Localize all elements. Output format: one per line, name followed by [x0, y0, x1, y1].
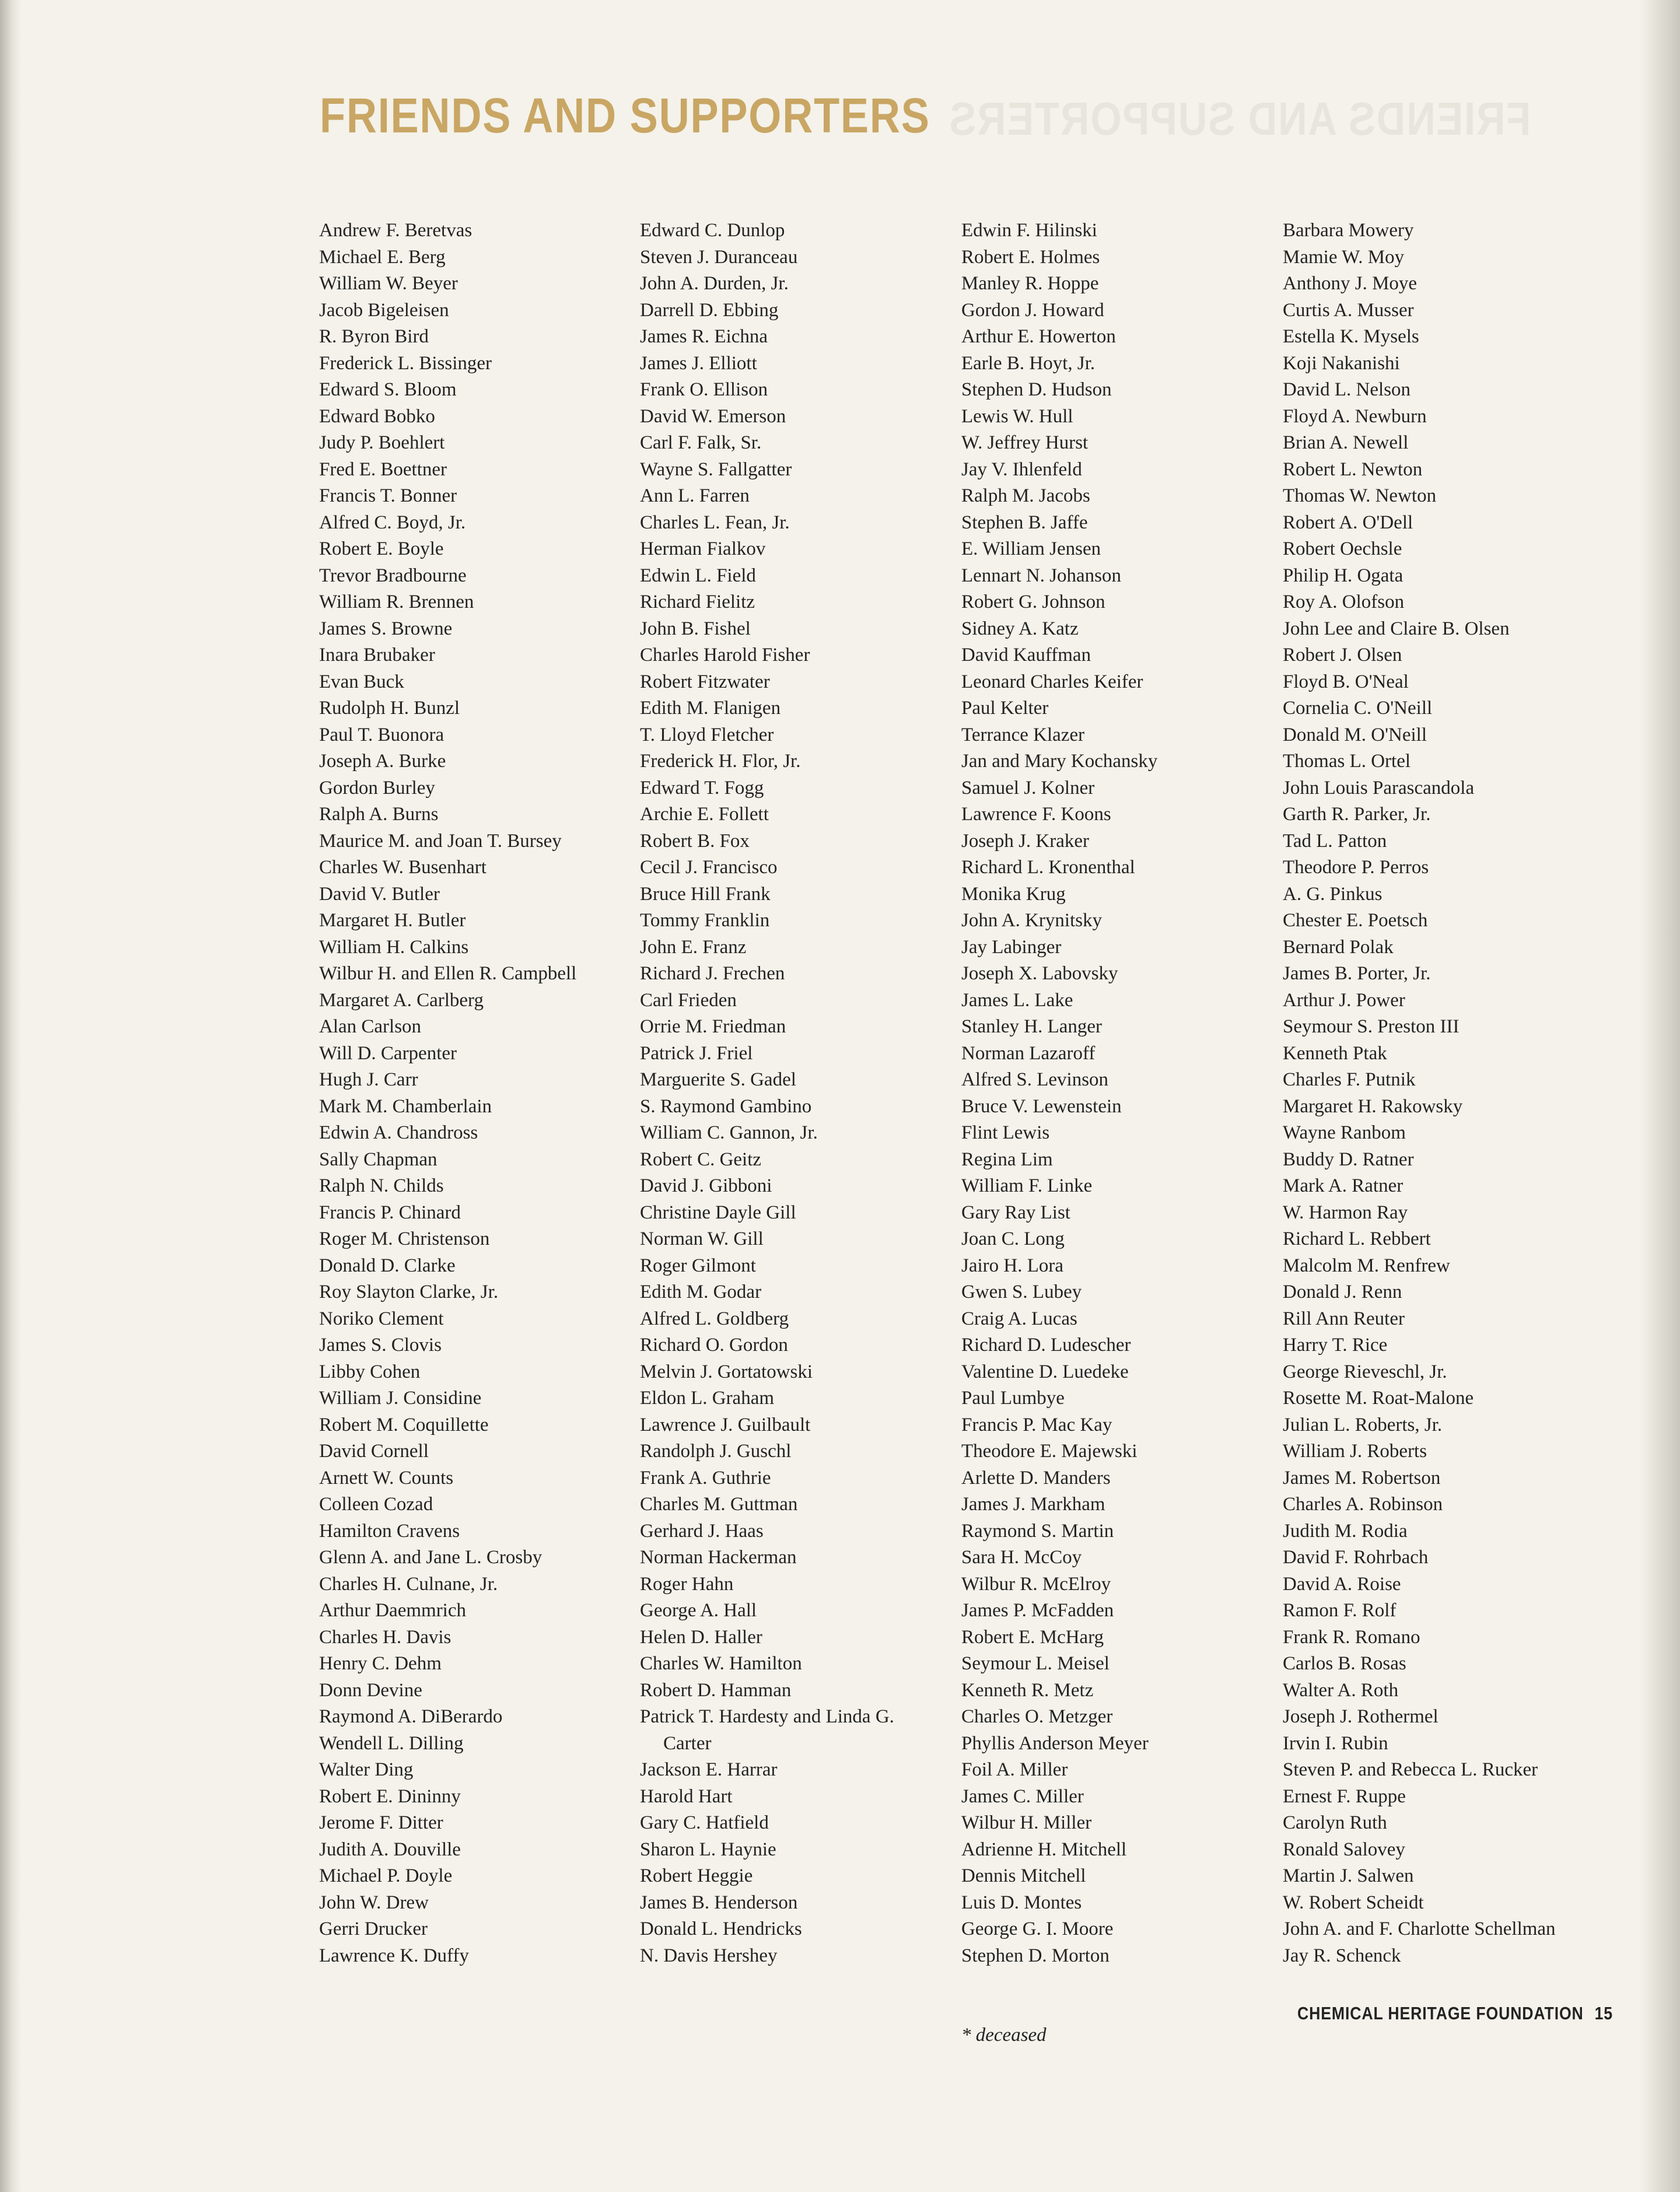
name-entry: Theodore P. Perros	[1283, 857, 1429, 878]
page-title: FRIENDS AND SUPPORTERS	[320, 88, 930, 143]
name-entry: Jay R. Schenck	[1283, 1945, 1401, 1966]
name-entry: Valentine D. Luedeke	[961, 1361, 1129, 1382]
names-column-4	[1283, 218, 1556, 1969]
name-entry: John Lee and Claire B. Olsen	[1283, 618, 1510, 639]
name-entry: Ann L. Farren	[640, 485, 750, 506]
name-entry: David W. Emerson	[640, 405, 786, 427]
name-entry: Robert D. Hamman	[640, 1679, 792, 1701]
name-entry: Hamilton Cravens	[319, 1520, 460, 1542]
name-entry: Martin J. Salwen	[1283, 1865, 1414, 1886]
name-entry: Jackson E. Harrar	[640, 1759, 778, 1780]
name-entry: William W. Beyer	[319, 273, 458, 294]
name-entry: Edwin L. Field	[640, 565, 756, 586]
name-entry: Stephen D. Hudson	[961, 379, 1112, 400]
name-entry: Roger M. Christenson	[319, 1228, 490, 1249]
name-entry: Rudolph H. Bunzl	[319, 698, 460, 719]
name-entry: William C. Gannon, Jr.	[640, 1122, 818, 1143]
name-entry: Terrance Klazer	[961, 724, 1085, 745]
name-entry: Wendell L. Dilling	[319, 1732, 464, 1754]
name-entry: Maurice M. and Joan T. Bursey	[319, 830, 562, 852]
name-entry: Judy P. Boehlert	[319, 432, 445, 453]
name-entry: James S. Browne	[319, 618, 453, 639]
name-entry: James J. Markham	[961, 1494, 1105, 1515]
name-entry: Margaret H. Rakowsky	[1283, 1095, 1463, 1117]
name-entry: George G. I. Moore	[961, 1918, 1114, 1939]
name-entry: Foil A. Miller	[961, 1759, 1068, 1780]
name-entry: Sidney A. Katz	[961, 618, 1079, 639]
name-entry: Arthur E. Howerton	[961, 326, 1116, 347]
name-entry: Robert E. Dininny	[319, 1785, 461, 1807]
name-entry: Seymour L. Meisel	[961, 1653, 1110, 1674]
name-entry: Carolyn Ruth	[1283, 1812, 1387, 1833]
name-entry: Norman W. Gill	[640, 1228, 764, 1249]
name-entry: Stephen B. Jaffe	[961, 512, 1088, 533]
name-entry: Lawrence J. Guilbault	[640, 1414, 811, 1435]
name-entry: Mark A. Ratner	[1283, 1175, 1404, 1196]
name-entry: Earle B. Hoyt, Jr.	[961, 352, 1096, 374]
name-entry: Gerri Drucker	[319, 1918, 428, 1939]
name-entry: Kenneth Ptak	[1283, 1042, 1387, 1064]
name-entry: Roger Gilmont	[640, 1255, 756, 1276]
name-entry: Wilbur H. Miller	[961, 1812, 1092, 1833]
name-entry: Evan Buck	[319, 671, 404, 692]
name-entry: Rosette M. Roat-Malone	[1283, 1388, 1474, 1409]
name-entry: Buddy D. Ratner	[1283, 1148, 1414, 1170]
name-entry: Donald L. Hendricks	[640, 1918, 802, 1939]
name-entry: Steven P. and Rebecca L. Rucker	[1283, 1759, 1538, 1780]
name-entry: David J. Gibboni	[640, 1175, 772, 1196]
name-entry: Edward Bobko	[319, 405, 435, 427]
name-entry: Donald J. Renn	[1283, 1281, 1402, 1302]
name-entry: Gary Ray List	[961, 1202, 1070, 1223]
name-entry: Edith M. Flanigen	[640, 698, 781, 719]
name-entry: Michael E. Berg	[319, 246, 446, 268]
name-entry: Alfred C. Boyd, Jr.	[319, 512, 466, 533]
name-entry: Bernard Polak	[1283, 936, 1394, 958]
name-entry: Michael P. Doyle	[319, 1865, 453, 1886]
name-entry: Edwin F. Hilinski	[961, 220, 1097, 241]
name-entry: Cecil J. Francisco	[640, 857, 778, 878]
name-entry: Joseph J. Rothermel	[1283, 1706, 1438, 1727]
name-entry: Cornelia C. O'Neill	[1283, 698, 1433, 719]
name-entry: Seymour S. Preston III	[1283, 1016, 1460, 1037]
name-entry: Arlette D. Manders	[961, 1467, 1111, 1489]
names-column-3	[961, 218, 1157, 1969]
name-entry: John B. Fishel	[640, 618, 751, 639]
name-entry: W. Jeffrey Hurst	[961, 432, 1088, 453]
name-entry: Arthur Daemmrich	[319, 1600, 466, 1621]
name-entry: S. Raymond Gambino	[640, 1095, 812, 1117]
name-entry: Donald D. Clarke	[319, 1255, 456, 1276]
name-entry: Curtis A. Musser	[1283, 299, 1414, 321]
name-entry: John W. Drew	[319, 1892, 429, 1913]
name-entry: Margaret H. Butler	[319, 910, 466, 931]
name-entry: Wayne S. Fallgatter	[640, 458, 792, 480]
name-entry: Gordon Burley	[319, 777, 435, 799]
name-entry: Harry T. Rice	[1283, 1335, 1388, 1356]
name-entry: Archie E. Follett	[640, 804, 769, 825]
name-entry: Joseph X. Labovsky	[961, 963, 1118, 984]
name-entry: Donn Devine	[319, 1679, 422, 1701]
name-entry: Orrie M. Friedman	[640, 1016, 786, 1037]
name-entry: Robert A. O'Dell	[1283, 512, 1413, 533]
name-entry: Francis P. Chinard	[319, 1202, 461, 1223]
name-entry: George A. Hall	[640, 1600, 757, 1621]
name-entry: Jan and Mary Kochansky	[961, 751, 1158, 772]
name-entry: David A. Roise	[1283, 1573, 1401, 1595]
name-entry: Gordon J. Howard	[961, 299, 1104, 321]
name-entry: Alfred L. Goldberg	[640, 1308, 789, 1329]
name-entry: Frederick L. Bissinger	[319, 352, 492, 374]
name-entry: Herman Fialkov	[640, 538, 766, 559]
name-entry: Charles M. Guttman	[640, 1494, 798, 1515]
name-entry: Lawrence K. Duffy	[319, 1945, 469, 1966]
name-entry: William J. Roberts	[1283, 1441, 1427, 1462]
name-entry: Norman Hackerman	[640, 1547, 797, 1568]
name-entry: Tommy Franklin	[640, 910, 770, 931]
name-entry: Julian L. Roberts, Jr.	[1283, 1414, 1443, 1435]
name-entry: James S. Clovis	[319, 1335, 442, 1356]
name-entry: Jairo H. Lora	[961, 1255, 1064, 1276]
name-entry: Charles L. Fean, Jr.	[640, 512, 790, 533]
name-entry: Robert E. Holmes	[961, 246, 1100, 268]
name-entry: Alan Carlson	[319, 1016, 422, 1037]
name-entry: Robert E. Boyle	[319, 538, 444, 559]
name-entry: Christine Dayle Gill	[640, 1202, 796, 1223]
name-entry: Trevor Bradbourne	[319, 565, 467, 586]
name-entry: Barbara Mowery	[1283, 220, 1414, 241]
name-entry: Gerhard J. Haas	[640, 1520, 764, 1542]
name-entry: Theodore E. Majewski	[961, 1441, 1138, 1462]
name-entry: James M. Robertson	[1283, 1467, 1441, 1489]
name-entry: Patrick T. Hardesty and Linda G.	[640, 1706, 894, 1727]
name-entry: Ernest F. Ruppe	[1283, 1785, 1406, 1807]
name-entry: James L. Lake	[961, 989, 1073, 1011]
name-entry: James P. McFadden	[961, 1600, 1114, 1621]
name-entry: Adrienne H. Mitchell	[961, 1839, 1127, 1860]
name-entry: Charles F. Putnik	[1283, 1069, 1416, 1090]
names-column-2	[640, 218, 894, 1969]
name-entry: John E. Franz	[640, 936, 747, 958]
name-entry: Judith A. Douville	[319, 1839, 461, 1860]
name-entry: Noriko Clement	[319, 1308, 444, 1329]
name-entry: Joseph A. Burke	[319, 751, 446, 772]
name-entry: Marguerite S. Gadel	[640, 1069, 796, 1090]
name-entry: Mamie W. Moy	[1283, 246, 1405, 268]
name-entry: William H. Calkins	[319, 936, 469, 958]
name-entry: Carl F. Falk, Sr.	[640, 432, 762, 453]
name-entry: Rill Ann Reuter	[1283, 1308, 1405, 1329]
name-entry: James B. Henderson	[640, 1892, 798, 1913]
name-entry: Harold Hart	[640, 1785, 733, 1807]
name-entry: Craig A. Lucas	[961, 1308, 1077, 1329]
name-entry: Jacob Bigeleisen	[319, 299, 449, 321]
name-entry: Charles W. Hamilton	[640, 1653, 802, 1674]
name-entry: Lennart N. Johanson	[961, 565, 1122, 586]
page-edge	[1639, 0, 1680, 2192]
name-entry: Walter A. Roth	[1283, 1679, 1399, 1701]
name-entry: David Kauffman	[961, 645, 1091, 666]
name-entry: Inara Brubaker	[319, 645, 435, 666]
name-entry: Jay Labinger	[961, 936, 1062, 958]
page-gutter	[0, 0, 21, 2192]
page-number: 15	[1594, 2003, 1613, 2023]
name-entry: R. Byron Bird	[319, 326, 429, 347]
name-entry: Tad L. Patton	[1283, 830, 1387, 852]
name-entry: Robert B. Fox	[640, 830, 750, 852]
name-entry: Paul Lumbye	[961, 1388, 1065, 1409]
name-entry: Ronald Salovey	[1283, 1839, 1405, 1860]
name-entry: Frank O. Ellison	[640, 379, 768, 400]
name-entry: John A. Krynitsky	[961, 910, 1102, 931]
name-entry: Colleen Cozad	[319, 1494, 433, 1515]
name-entry: Dennis Mitchell	[961, 1865, 1086, 1886]
names-column-1	[319, 218, 576, 1969]
name-entry: Robert J. Olsen	[1283, 645, 1402, 666]
name-entry: Raymond A. DiBerardo	[319, 1706, 503, 1727]
name-entry: W. Harmon Ray	[1283, 1202, 1408, 1223]
name-entry: Frank R. Romano	[1283, 1626, 1420, 1648]
name-entry: Sharon L. Haynie	[640, 1839, 776, 1860]
name-entry: Philip H. Ogata	[1283, 565, 1404, 586]
name-entry: Donald M. O'Neill	[1283, 724, 1427, 745]
name-entry: Richard L. Kronenthal	[961, 857, 1135, 878]
name-entry: Frederick H. Flor, Jr.	[640, 751, 801, 772]
footnote: * deceased	[961, 2025, 1046, 2046]
name-entry: Ralph N. Childs	[319, 1175, 444, 1196]
name-entry: James C. Miller	[961, 1785, 1084, 1807]
name-entry: Mark M. Chamberlain	[319, 1095, 492, 1117]
name-entry: Fred E. Boettner	[319, 458, 447, 480]
name-entry: Paul T. Buonora	[319, 724, 444, 745]
name-entry: Judith M. Rodia	[1283, 1520, 1408, 1542]
name-entry: Norman Lazaroff	[961, 1042, 1096, 1064]
name-entry: Stephen D. Morton	[961, 1945, 1110, 1966]
name-entry: Joan C. Long	[961, 1228, 1065, 1249]
name-entry: Edith M. Godar	[640, 1281, 762, 1302]
name-entry: Helen D. Haller	[640, 1626, 762, 1648]
name-entry: Charles H. Davis	[319, 1626, 452, 1648]
name-entry: William J. Considine	[319, 1388, 482, 1409]
name-entry: Glenn A. and Jane L. Crosby	[319, 1547, 542, 1568]
name-entry: Jay V. Ihlenfeld	[961, 458, 1082, 480]
name-entry: Sara H. McCoy	[961, 1547, 1082, 1568]
name-entry: Ramon F. Rolf	[1283, 1600, 1396, 1621]
name-entry: Carlos B. Rosas	[1283, 1653, 1406, 1674]
name-entry: Richard J. Frechen	[640, 963, 785, 984]
name-entry: Irvin I. Rubin	[1283, 1732, 1388, 1754]
name-entry: Flint Lewis	[961, 1122, 1050, 1143]
name-entry: Phyllis Anderson Meyer	[961, 1732, 1149, 1754]
name-entry: Paul Kelter	[961, 698, 1049, 719]
name-entry: Robert G. Johnson	[961, 591, 1105, 612]
name-entry: Arnett W. Counts	[319, 1467, 454, 1489]
name-entry: Chester E. Poetsch	[1283, 910, 1428, 931]
name-entry: Alfred S. Levinson	[961, 1069, 1109, 1090]
name-entry: A. G. Pinkus	[1283, 883, 1382, 905]
footer-org: CHEMICAL HERITAGE FOUNDATION	[1297, 2003, 1584, 2023]
name-entry: Wilbur R. McElroy	[961, 1573, 1111, 1595]
name-entry: Luis D. Montes	[961, 1892, 1082, 1913]
name-entry: Charles O. Metzger	[961, 1706, 1113, 1727]
name-entry: Lawrence F. Koons	[961, 804, 1111, 825]
name-entry: Edwin A. Chandross	[319, 1122, 478, 1143]
name-entry: Edward S. Bloom	[319, 379, 457, 400]
name-entry: Anthony J. Moye	[1283, 273, 1418, 294]
name-entry: Thomas L. Ortel	[1283, 751, 1411, 772]
name-entry: Garth R. Parker, Jr.	[1283, 804, 1431, 825]
name-entry: Charles W. Busenhart	[319, 857, 487, 878]
name-entry: Steven J. Duranceau	[640, 246, 798, 268]
name-entry: T. Lloyd Fletcher	[640, 724, 774, 745]
show-through-title: FRIENDS AND SUPPORTERS	[948, 93, 1531, 145]
name-entry: Carl Frieden	[640, 989, 737, 1011]
name-entry: Monika Krug	[961, 883, 1066, 905]
name-entry: James B. Porter, Jr.	[1283, 963, 1431, 984]
name-entry: Richard O. Gordon	[640, 1335, 788, 1356]
name-entry: Will D. Carpenter	[319, 1042, 457, 1064]
name-entry: Robert Fitzwater	[640, 671, 770, 692]
name-entry: Sally Chapman	[319, 1148, 438, 1170]
name-entry: Ralph A. Burns	[319, 804, 439, 825]
name-entry: Bruce V. Lewenstein	[961, 1095, 1122, 1117]
name-entry: Manley R. Hoppe	[961, 273, 1099, 294]
name-entry: James J. Elliott	[640, 352, 757, 374]
name-entry: Thomas W. Newton	[1283, 485, 1437, 506]
name-entry: Joseph J. Kraker	[961, 830, 1090, 852]
name-entry: Melvin J. Gortatowski	[640, 1361, 813, 1382]
name-entry: Jerome F. Ditter	[319, 1812, 443, 1833]
name-entry: Eldon L. Graham	[640, 1388, 775, 1409]
name-entry: Wayne Ranbom	[1283, 1122, 1406, 1143]
name-entry: Robert M. Coquillette	[319, 1414, 489, 1435]
name-entry: Ralph M. Jacobs	[961, 485, 1090, 506]
name-entry: Roy Slayton Clarke, Jr.	[319, 1281, 499, 1302]
name-entry: Edward T. Fogg	[640, 777, 764, 799]
name-entry: Charles Harold Fisher	[640, 645, 810, 666]
name-entry: Estella K. Mysels	[1283, 326, 1419, 347]
name-entry: Floyd B. O'Neal	[1283, 671, 1409, 692]
name-entry: William F. Linke	[961, 1175, 1093, 1196]
name-entry: Floyd A. Newburn	[1283, 405, 1427, 427]
name-entry: E. William Jensen	[961, 538, 1101, 559]
name-entry: Patrick J. Friel	[640, 1042, 753, 1064]
name-entry: Kenneth R. Metz	[961, 1679, 1094, 1701]
name-entry: Stanley H. Langer	[961, 1016, 1102, 1037]
name-entry: Edward C. Dunlop	[640, 220, 785, 241]
name-entry: Frank A. Guthrie	[640, 1467, 771, 1489]
name-entry: Roger Hahn	[640, 1573, 734, 1595]
name-entry: Randolph J. Guschl	[640, 1441, 792, 1462]
name-entry: Richard D. Ludescher	[961, 1335, 1131, 1356]
name-entry: Carter	[663, 1732, 712, 1754]
name-entry: Richard Fielitz	[640, 591, 755, 612]
name-entry: Robert C. Geitz	[640, 1148, 762, 1170]
name-entry: Wilbur H. and Ellen R. Campbell	[319, 963, 577, 984]
name-entry: Lewis W. Hull	[961, 405, 1073, 427]
name-entry: Francis P. Mac Kay	[961, 1414, 1112, 1435]
name-entry: David F. Rohrbach	[1283, 1547, 1429, 1568]
name-entry: Walter Ding	[319, 1759, 414, 1780]
name-entry: Robert E. McHarg	[961, 1626, 1104, 1648]
name-entry: Brian A. Newell	[1283, 432, 1409, 453]
name-entry: Andrew F. Beretvas	[319, 220, 473, 241]
name-entry: Raymond S. Martin	[961, 1520, 1114, 1542]
name-entry: Malcolm M. Renfrew	[1283, 1255, 1450, 1276]
name-entry: W. Robert Scheidt	[1283, 1892, 1424, 1913]
name-entry: Bruce Hill Frank	[640, 883, 771, 905]
name-entry: Robert Oechsle	[1283, 538, 1402, 559]
name-entry: Robert L. Newton	[1283, 458, 1423, 480]
name-entry: David V. Butler	[319, 883, 440, 905]
name-entry: John A. and F. Charlotte Schellman	[1283, 1918, 1556, 1939]
name-entry: Roy A. Olofson	[1283, 591, 1405, 612]
name-entry: Leonard Charles Keifer	[961, 671, 1143, 692]
name-entry: Henry C. Dehm	[319, 1653, 442, 1674]
name-entry: Darrell D. Ebbing	[640, 299, 779, 321]
name-entry: Gwen S. Lubey	[961, 1281, 1082, 1302]
name-entry: John A. Durden, Jr.	[640, 273, 789, 294]
name-entry: David L. Nelson	[1283, 379, 1411, 400]
name-entry: Hugh J. Carr	[319, 1069, 418, 1090]
name-entry: James R. Eichna	[640, 326, 768, 347]
name-entry: Arthur J. Power	[1283, 989, 1405, 1011]
name-entry: N. Davis Hershey	[640, 1945, 778, 1966]
name-entry: Regina Lim	[961, 1148, 1053, 1170]
page-footer	[1297, 2003, 1613, 2024]
name-entry: Richard L. Rebbert	[1283, 1228, 1431, 1249]
name-entry: George Rieveschl, Jr.	[1283, 1361, 1447, 1382]
name-entry: David Cornell	[319, 1441, 429, 1462]
name-entry: Robert Heggie	[640, 1865, 753, 1886]
name-entry: Charles A. Robinson	[1283, 1494, 1443, 1515]
name-entry: John Louis Parascandola	[1283, 777, 1475, 799]
name-entry: Samuel J. Kolner	[961, 777, 1095, 799]
name-entry: William R. Brennen	[319, 591, 474, 612]
name-entry: Margaret A. Carlberg	[319, 989, 484, 1011]
name-entry: Gary C. Hatfield	[640, 1812, 769, 1833]
name-entry: Francis T. Bonner	[319, 485, 457, 506]
name-entry: Charles H. Culnane, Jr.	[319, 1573, 498, 1595]
name-entry: Koji Nakanishi	[1283, 352, 1400, 374]
name-entry: Libby Cohen	[319, 1361, 421, 1382]
